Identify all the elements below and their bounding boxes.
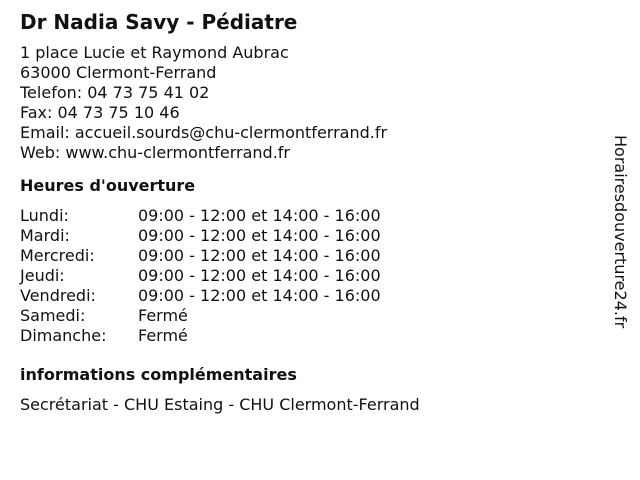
city-address: 63000 Clermont-Ferrand bbox=[20, 63, 217, 82]
page-title: Dr Nadia Savy - Pédiatre bbox=[20, 10, 298, 34]
info-text: Secrétariat - CHU Estaing - CHU Clermont-Ferrand bbox=[20, 395, 420, 414]
doctor-card bbox=[20, 10, 600, 415]
hours-row bbox=[20, 226, 381, 246]
day-label: Lundi: bbox=[20, 206, 69, 225]
contact-block bbox=[20, 43, 600, 163]
day-label: Mercredi: bbox=[20, 246, 95, 265]
time-value: 09:00 - 12:00 et 14:00 - 16:00 bbox=[138, 286, 381, 305]
time-value: 09:00 - 12:00 et 14:00 - 16:00 bbox=[138, 206, 381, 225]
hours-table bbox=[20, 206, 381, 346]
hours-row bbox=[20, 326, 381, 346]
time-value: 09:00 - 12:00 et 14:00 - 16:00 bbox=[138, 266, 381, 285]
phone-number: Telefon: 04 73 75 41 02 bbox=[20, 83, 210, 102]
hours-heading: Heures d'ouverture bbox=[20, 176, 196, 195]
time-value: 09:00 - 12:00 et 14:00 - 16:00 bbox=[138, 246, 381, 265]
day-label: Mardi: bbox=[20, 226, 70, 245]
hours-row bbox=[20, 286, 381, 306]
time-value: Fermé bbox=[138, 326, 188, 345]
info-heading: informations complémentaires bbox=[20, 365, 297, 384]
day-label: Jeudi: bbox=[20, 266, 65, 285]
day-label: Samedi: bbox=[20, 306, 86, 325]
fax-number: Fax: 04 73 75 10 46 bbox=[20, 103, 180, 122]
site-watermark: Horairesdouverture24.fr bbox=[611, 135, 630, 329]
day-label: Dimanche: bbox=[20, 326, 107, 345]
hours-row bbox=[20, 206, 381, 226]
email-address: Email: accueil.sourds@chu-clermontferrand.fr bbox=[20, 123, 388, 142]
day-label: Vendredi: bbox=[20, 286, 96, 305]
time-value: Fermé bbox=[138, 306, 188, 325]
time-value: 09:00 - 12:00 et 14:00 - 16:00 bbox=[138, 226, 381, 245]
website-address: Web: www.chu-clermontferrand.fr bbox=[20, 143, 291, 162]
hours-row bbox=[20, 306, 381, 326]
hours-row bbox=[20, 246, 381, 266]
street-address: 1 place Lucie et Raymond Aubrac bbox=[20, 43, 289, 62]
hours-row bbox=[20, 266, 381, 286]
